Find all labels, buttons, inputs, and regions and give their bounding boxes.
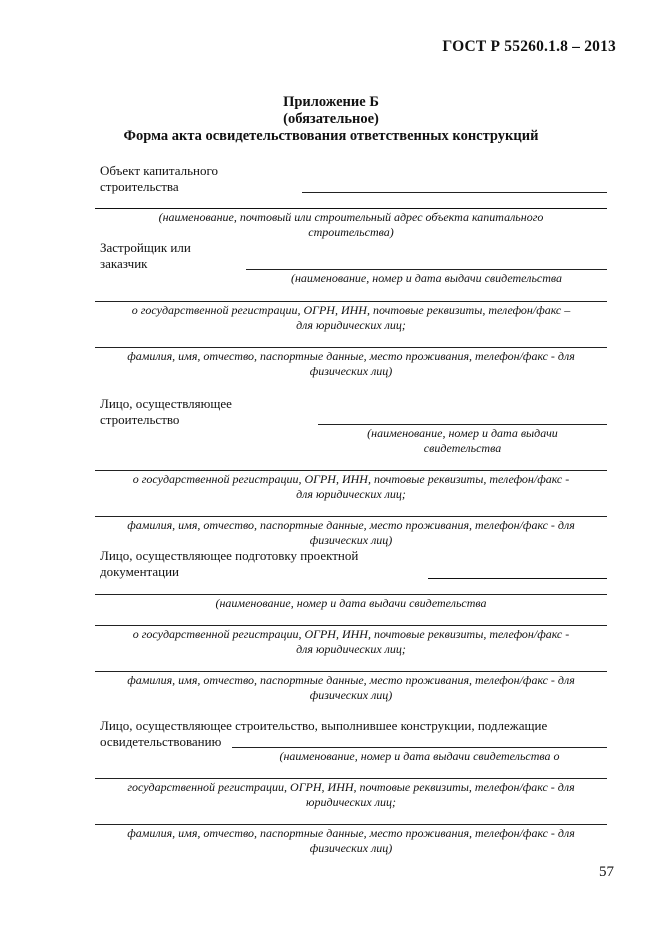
builder-input-line-3[interactable]: [95, 516, 607, 517]
form-title: Форма акта освидетельствования ответственных конструкций: [123, 128, 539, 144]
developer-hint-a: (наименование, номер и дата выдачи свидетельства: [290, 271, 563, 285]
designer-hint-b: о государственной регистрации, ОГРН, ИНН, почтовые реквизиты, телефон/факс - для юридических лиц;: [132, 627, 570, 656]
builder-hint-c: фамилия, имя, отчество, паспортные данные, место проживания, телефон/факс - для физических лиц): [127, 518, 575, 547]
developer-label: Застройщик или заказчик: [100, 240, 191, 271]
designer-input-line-3[interactable]: [95, 625, 607, 626]
executor-hint-b: государственной регистрации, ОГРН, ИНН, почтовые реквизиты, телефон/факс - для юридических лиц;: [127, 780, 575, 809]
executor-input-line-2[interactable]: [95, 778, 607, 779]
executor-input-line[interactable]: [232, 747, 607, 748]
designer-input-line[interactable]: [428, 578, 607, 579]
page-number: 57: [599, 864, 614, 880]
designer-hint-a: (наименование, номер и дата выдачи свидетельства: [215, 596, 487, 610]
object-label: Объект капитального строительства: [100, 163, 218, 194]
developer-input-line[interactable]: [246, 269, 607, 270]
designer-label: Лицо, осуществляющее подготовку проектной документации: [100, 548, 359, 579]
executor-hint-a: (наименование, номер и дата выдачи свидетельства о: [279, 749, 560, 763]
builder-label: Лицо, осуществляющее строительство: [100, 396, 232, 427]
executor-label: Лицо, осуществляющее строительство, выполнившее конструкции, подлежащие освидетельствованию: [100, 718, 548, 749]
designer-input-line-4[interactable]: [95, 671, 607, 672]
object-input-line[interactable]: [302, 192, 607, 193]
executor-hint-c: фамилия, имя, отчество, паспортные данные, место проживания, телефон/факс - для физических лиц): [127, 826, 575, 855]
developer-hint-b: о государственной регистрации, ОГРН, ИНН, почтовые реквизиты, телефон/факс – для юридических лиц;: [131, 303, 571, 332]
developer-hint-c: фамилия, имя, отчество, паспортные данные, место проживания, телефон/факс - для физических лиц): [127, 349, 575, 378]
builder-input-line-2[interactable]: [95, 470, 607, 471]
designer-input-line-2[interactable]: [95, 594, 607, 595]
appendix-status: (обязательное): [283, 111, 379, 127]
document-code: ГОСТ Р 55260.1.8 – 2013: [442, 38, 616, 55]
designer-hint-c: фамилия, имя, отчество, паспортные данные, место проживания, телефон/факс - для физических лиц): [127, 673, 575, 702]
developer-input-line-3[interactable]: [95, 347, 607, 348]
executor-input-line-3[interactable]: [95, 824, 607, 825]
developer-input-line-2[interactable]: [95, 301, 607, 302]
appendix-title: Приложение Б: [283, 94, 379, 110]
builder-hint-b: о государственной регистрации, ОГРН, ИНН, почтовые реквизиты, телефон/факс - для юридических лиц;: [132, 472, 570, 501]
builder-hint-a: (наименование, номер и дата выдачи свидетельства: [367, 426, 558, 455]
builder-input-line[interactable]: [318, 424, 607, 425]
object-hint: (наименование, почтовый или строительный адрес объекта капитального строительства): [158, 210, 544, 239]
object-input-line-2[interactable]: [95, 208, 607, 209]
